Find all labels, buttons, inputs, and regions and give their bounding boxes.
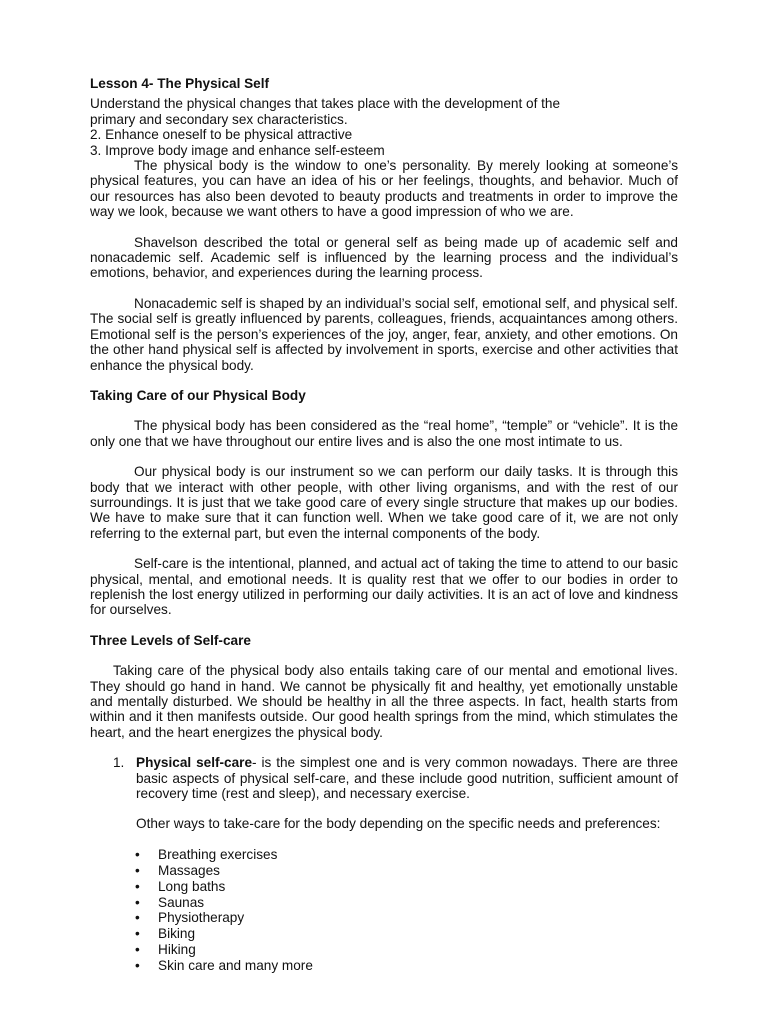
lesson-title: Lesson 4- The Physical Self — [90, 76, 270, 91]
list-item — [135, 942, 678, 958]
list-item-text: Biking — [158, 926, 196, 942]
list-item-text: Physiotherapy — [158, 910, 245, 926]
section-heading: Three Levels of Self-care — [90, 632, 251, 648]
bullet-icon: • — [135, 846, 140, 862]
bullet-list — [90, 847, 678, 974]
list-item-text: Skin care and many more — [158, 958, 313, 974]
numbered-item — [90, 755, 678, 801]
item-text: - is the simplest one and is very common nowadays. There are three basic aspects of physical self-care, and these include good nutrition, sufficient amount of recovery time (rest and sleep), and necessary exercise. — [136, 755, 678, 802]
bullet-icon: • — [135, 878, 140, 894]
paragraph: Self-care is the intentional, planned, and actual act of taking the time to attend to our basic physical, mental, and emotional needs. It is quality rest that we offer to our bodies in order to replenish the lost energy utilized in performing our daily activities. It is an act of love and kindness for ourselves. — [90, 556, 678, 618]
bullet-icon: • — [135, 910, 140, 926]
list-item — [135, 862, 678, 879]
intro-block — [90, 96, 678, 158]
list-item-text: Hiking — [158, 942, 196, 958]
bullet-icon: • — [135, 894, 140, 910]
intro-line: Understand the physical changes that takes place with the development of the — [90, 96, 561, 112]
paragraph: Shavelson described the total or general self as being made up of academic self and nonacademic self. Academic self is influenced by the learning process and the individual’s emotions, behavior, and experiences during the learning process. — [90, 234, 678, 281]
intro-line: primary and secondary sex characteristics. — [90, 111, 348, 127]
item-term: Physical self-care — [136, 755, 253, 771]
list-item — [135, 878, 678, 895]
document-page — [90, 76, 678, 974]
paragraph: The physical body has been considered as the “real home”, “temple” or “vehicle”. It is the only one that we have throughout our entire lives and is also the one most intimate to us. — [90, 418, 678, 449]
paragraph: Nonacademic self is shaped by an individual’s social self, emotional self, and physical self. The social self is greatly influenced by parents, colleagues, friends, acquaintances among others. Emotional self is the person’s experiences of the joy, anger, fear, anxiety, and other emotions. On the other hand physical self is affected by involvement in sports, exercise and other activities that enhance the physical body. — [90, 295, 678, 373]
item-number: 1. — [113, 755, 125, 771]
list-item — [135, 894, 678, 911]
list-item-text: Massages — [158, 862, 220, 878]
list-item — [135, 910, 678, 926]
list-item — [135, 926, 678, 942]
intro-line: 3. Improve body image and enhance self-esteem — [90, 142, 385, 158]
paragraph: Other ways to take-care for the body depending on the specific needs and preferences: — [136, 816, 661, 832]
bullet-icon: • — [135, 958, 140, 974]
list-item-text: Saunas — [158, 894, 205, 910]
list-item-text: Breathing exercises — [158, 846, 278, 862]
intro-line: 2. Enhance oneself to be physical attractive — [90, 127, 353, 143]
list-item — [135, 846, 678, 863]
paragraph: Our physical body is our instrument so we can perform our daily tasks. It is through this body that we interact with other people, with other living organisms, and with the rest of our surroundings. It is just that we take good care of every single structure that makes up our bodies. We have to make sure that it can function well. When we take good care of it, we are not only referring to the external part, but even the internal components of the body. — [90, 464, 678, 541]
bullet-icon: • — [135, 926, 140, 942]
list-item — [135, 958, 678, 974]
list-item-text: Long baths — [158, 878, 226, 894]
paragraph: The physical body is the window to one’s personality. By merely looking at someone’s physical features, you can have an idea of his or her feelings, thoughts, and behavior. Much of our resources has also been devoted to beauty products and treatments in order to improve the way we look, because we want others to have a good impression of who we are. — [90, 158, 678, 220]
bullet-icon: • — [135, 942, 140, 958]
paragraph: Taking care of the physical body also entails taking care of our mental and emotional lives. They should go hand in hand. We cannot be physically fit and healthy, yet emotionally unstable and mentally disturbed. We should be healthy in all the three aspects. In fact, health starts from within and it then manifests outside. Our good health springs from the mind, which stimulates the heart, and the heart energizes the physical body. — [90, 663, 678, 740]
bullet-icon: • — [135, 862, 140, 878]
section-heading: Taking Care of our Physical Body — [90, 387, 306, 403]
